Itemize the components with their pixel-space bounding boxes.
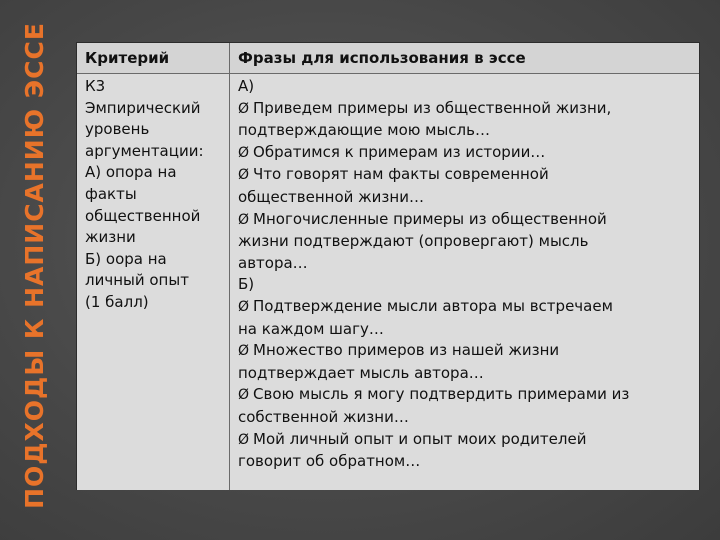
header-phrases: Фразы для использования в эссе [238, 49, 526, 67]
phrase-text: говорит об обратном… [238, 452, 421, 471]
phrase-text: жизни подтверждают (опровергают) мысль [238, 232, 589, 251]
phrase-text: на каждом шагу… [238, 319, 384, 338]
phrase-text: собственной жизни… [238, 407, 409, 426]
phrase-text: Б) [238, 275, 255, 294]
criterion-line: личный опыт [85, 271, 189, 290]
criterion-line: уровень [85, 120, 150, 139]
phrase-line [238, 384, 693, 407]
phrase-text: Мой личный опыт и опыт моих родителей [253, 429, 587, 448]
criterion-line: жизни [85, 228, 136, 247]
criterion-line: А) опора на [85, 163, 177, 182]
phrase-text: Множество примеров из нашей жизни [253, 341, 560, 360]
slide-title-vertical [10, 21, 58, 509]
phrase-line [238, 164, 693, 187]
header-criterion: Критерий [77, 43, 230, 73]
phrase-text: подтверждающие мою мысль… [238, 121, 490, 140]
arrow-bullet-icon: Ø [238, 387, 250, 404]
phrase-line [238, 76, 693, 98]
arrow-bullet-icon: Ø [238, 144, 250, 161]
phrase-text: автора… [238, 253, 308, 272]
phrase-line [238, 451, 693, 473]
phrase-text: Что говорят нам факты современной [253, 165, 549, 184]
arrow-bullet-icon: Ø [238, 167, 250, 184]
phrase-text: общественной жизни… [238, 187, 424, 206]
criterion-line: общественной [85, 206, 201, 225]
phrase-text: А) [238, 77, 255, 95]
phrase-line [238, 231, 693, 253]
phrase-line [238, 319, 693, 341]
table-header-row [77, 43, 699, 74]
phrase-line [238, 142, 693, 165]
arrow-bullet-icon: Ø [238, 100, 250, 117]
criterion-line: аргументации: [85, 141, 204, 160]
criterion-line: факты [85, 184, 137, 203]
criterion-line: (1 балл) [85, 292, 149, 311]
slide-title-text: ПОДХОДЫ К НАПИСАНИЮ ЭССЕ [19, 21, 49, 509]
phrase-text: Подтверждение мысли автора мы встречаем [253, 296, 613, 315]
arrow-bullet-icon: Ø [238, 211, 250, 228]
arrow-bullet-icon: Ø [238, 343, 250, 360]
table-row [77, 74, 699, 490]
phrase-text: Приведем примеры из общественной жизни, [253, 98, 612, 117]
arrow-bullet-icon: Ø [238, 431, 250, 448]
phrase-text: Многочисленные примеры из общественной [253, 209, 607, 228]
phrase-line [238, 340, 693, 363]
phrase-line [238, 274, 693, 296]
criterion-line: К3 [85, 77, 106, 95]
phrase-line [238, 98, 693, 121]
phrase-line [238, 407, 693, 429]
phrase-line [238, 253, 693, 275]
criterion-line: Б) оора на [85, 249, 167, 268]
arrow-bullet-icon: Ø [238, 298, 250, 315]
phrase-text: Свою мысль я могу подтвердить примерами из [253, 385, 630, 404]
criterion-cell [77, 74, 230, 490]
phrase-text: подтверждает мысль автора… [238, 363, 484, 382]
phrase-line [238, 296, 693, 319]
phrase-line [238, 120, 693, 142]
phrase-line [238, 187, 693, 209]
phrase-text: Обратимся к примерам из истории… [253, 142, 546, 161]
criterion-line: Эмпирический [85, 98, 201, 117]
criteria-table [76, 42, 700, 490]
phrase-line [238, 209, 693, 232]
phrases-cell [230, 74, 699, 490]
phrase-line [238, 363, 693, 385]
phrase-line [238, 429, 693, 452]
